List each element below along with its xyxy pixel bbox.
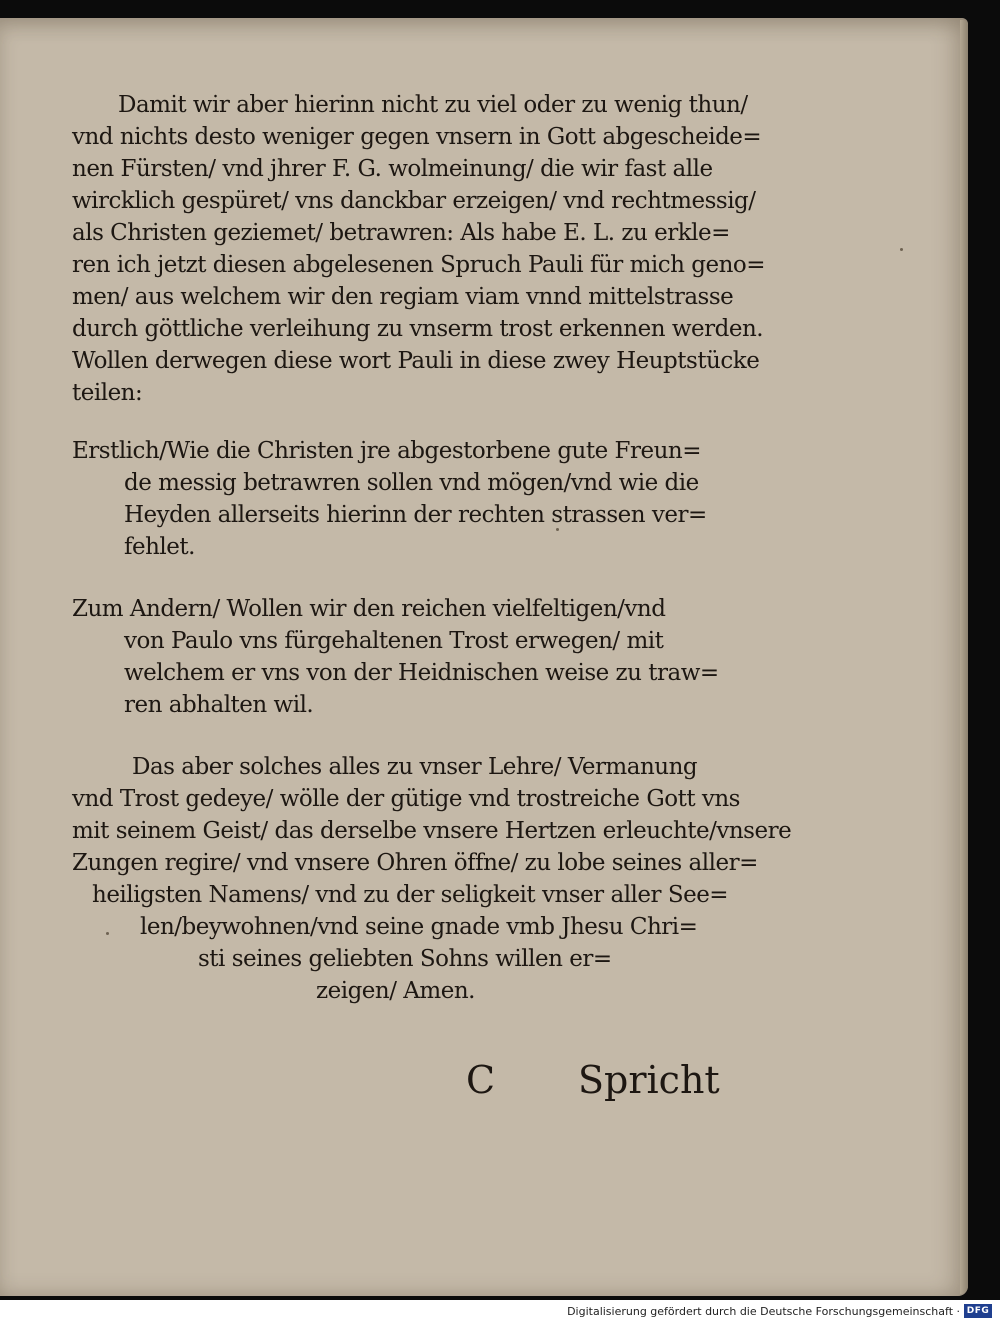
text-line: welchem er vns von der Heidnischen weise zu traw=	[124, 660, 719, 686]
paper-speck	[556, 528, 559, 531]
text-line: Erstlich/Wie die Christen jre abgestorbene gute Freun=	[72, 438, 701, 464]
signature-mark: C	[466, 1058, 496, 1102]
text-line: als Christen geziemet/ betrawren: Als habe E. L. zu erkle=	[72, 220, 730, 246]
catchword: Spricht	[578, 1058, 720, 1102]
text-line: nen Fürsten/ vnd jhrer F. G. wolmeinung/ die wir fast alle	[72, 156, 713, 182]
text-line: len/beywohnen/vnd seine gnade vmb Jhesu Chri=	[140, 914, 698, 940]
text-line: heiligsten Namens/ vnd zu der seligkeit vnser aller See=	[92, 882, 729, 908]
text-line: sti seines geliebten Sohns willen er=	[198, 946, 612, 972]
text-line: vnd nichts desto weniger gegen vnsern in Gott abgescheide=	[72, 124, 762, 150]
text-line: zeigen/ Amen.	[316, 978, 475, 1004]
text-line: wircklich gespüret/ vns danckbar erzeigen/ vnd rechtmessig/	[72, 188, 756, 214]
paper-speck	[106, 932, 109, 935]
text-line: Das aber solches alles zu vnser Lehre/ Vermanung	[132, 754, 698, 780]
footer-bar	[0, 1300, 1000, 1323]
text-line: men/ aus welchem wir den regiam viam vnnd mittelstrasse	[72, 284, 734, 310]
text-line: durch göttliche verleihung zu vnserm trost erkennen werden.	[72, 316, 764, 342]
paper-speck	[900, 248, 903, 251]
page-edge	[960, 20, 968, 1294]
text-line: Heyden allerseits hierinn der rechten strassen ver=	[124, 502, 707, 528]
dfg-logo-icon: DFG	[964, 1304, 992, 1318]
text-line: vnd Trost gedeye/ wölle der gütige vnd trostreiche Gott vns	[72, 786, 740, 812]
text-line: ren ich jetzt diesen abgelesenen Spruch Pauli für mich geno=	[72, 252, 766, 278]
text-line: von Paulo vns fürgehaltenen Trost erwegen/ mit	[124, 628, 664, 654]
funding-notice: Digitalisierung gefördert durch die Deutsche Forschungsgemeinschaft ·	[567, 1305, 960, 1318]
text-line: mit seinem Geist/ das derselbe vnsere Hertzen erleuchte/vnsere	[72, 818, 792, 844]
text-line: Damit wir aber hierinn nicht zu viel oder zu wenig thun/	[118, 92, 748, 118]
text-line: Zungen regire/ vnd vnsere Ohren öffne/ zu lobe seines aller=	[72, 850, 758, 876]
text-line: Zum Andern/ Wollen wir den reichen vielfeltigen/vnd	[72, 596, 666, 622]
book-page	[0, 18, 968, 1296]
text-line: teilen:	[72, 380, 143, 406]
text-line: Wollen derwegen diese wort Pauli in diese zwey Heuptstücke	[72, 348, 760, 374]
text-line: de messig betrawren sollen vnd mögen/vnd wie die	[124, 470, 699, 496]
text-line: ren abhalten wil.	[124, 692, 314, 718]
text-line: fehlet.	[124, 534, 195, 560]
